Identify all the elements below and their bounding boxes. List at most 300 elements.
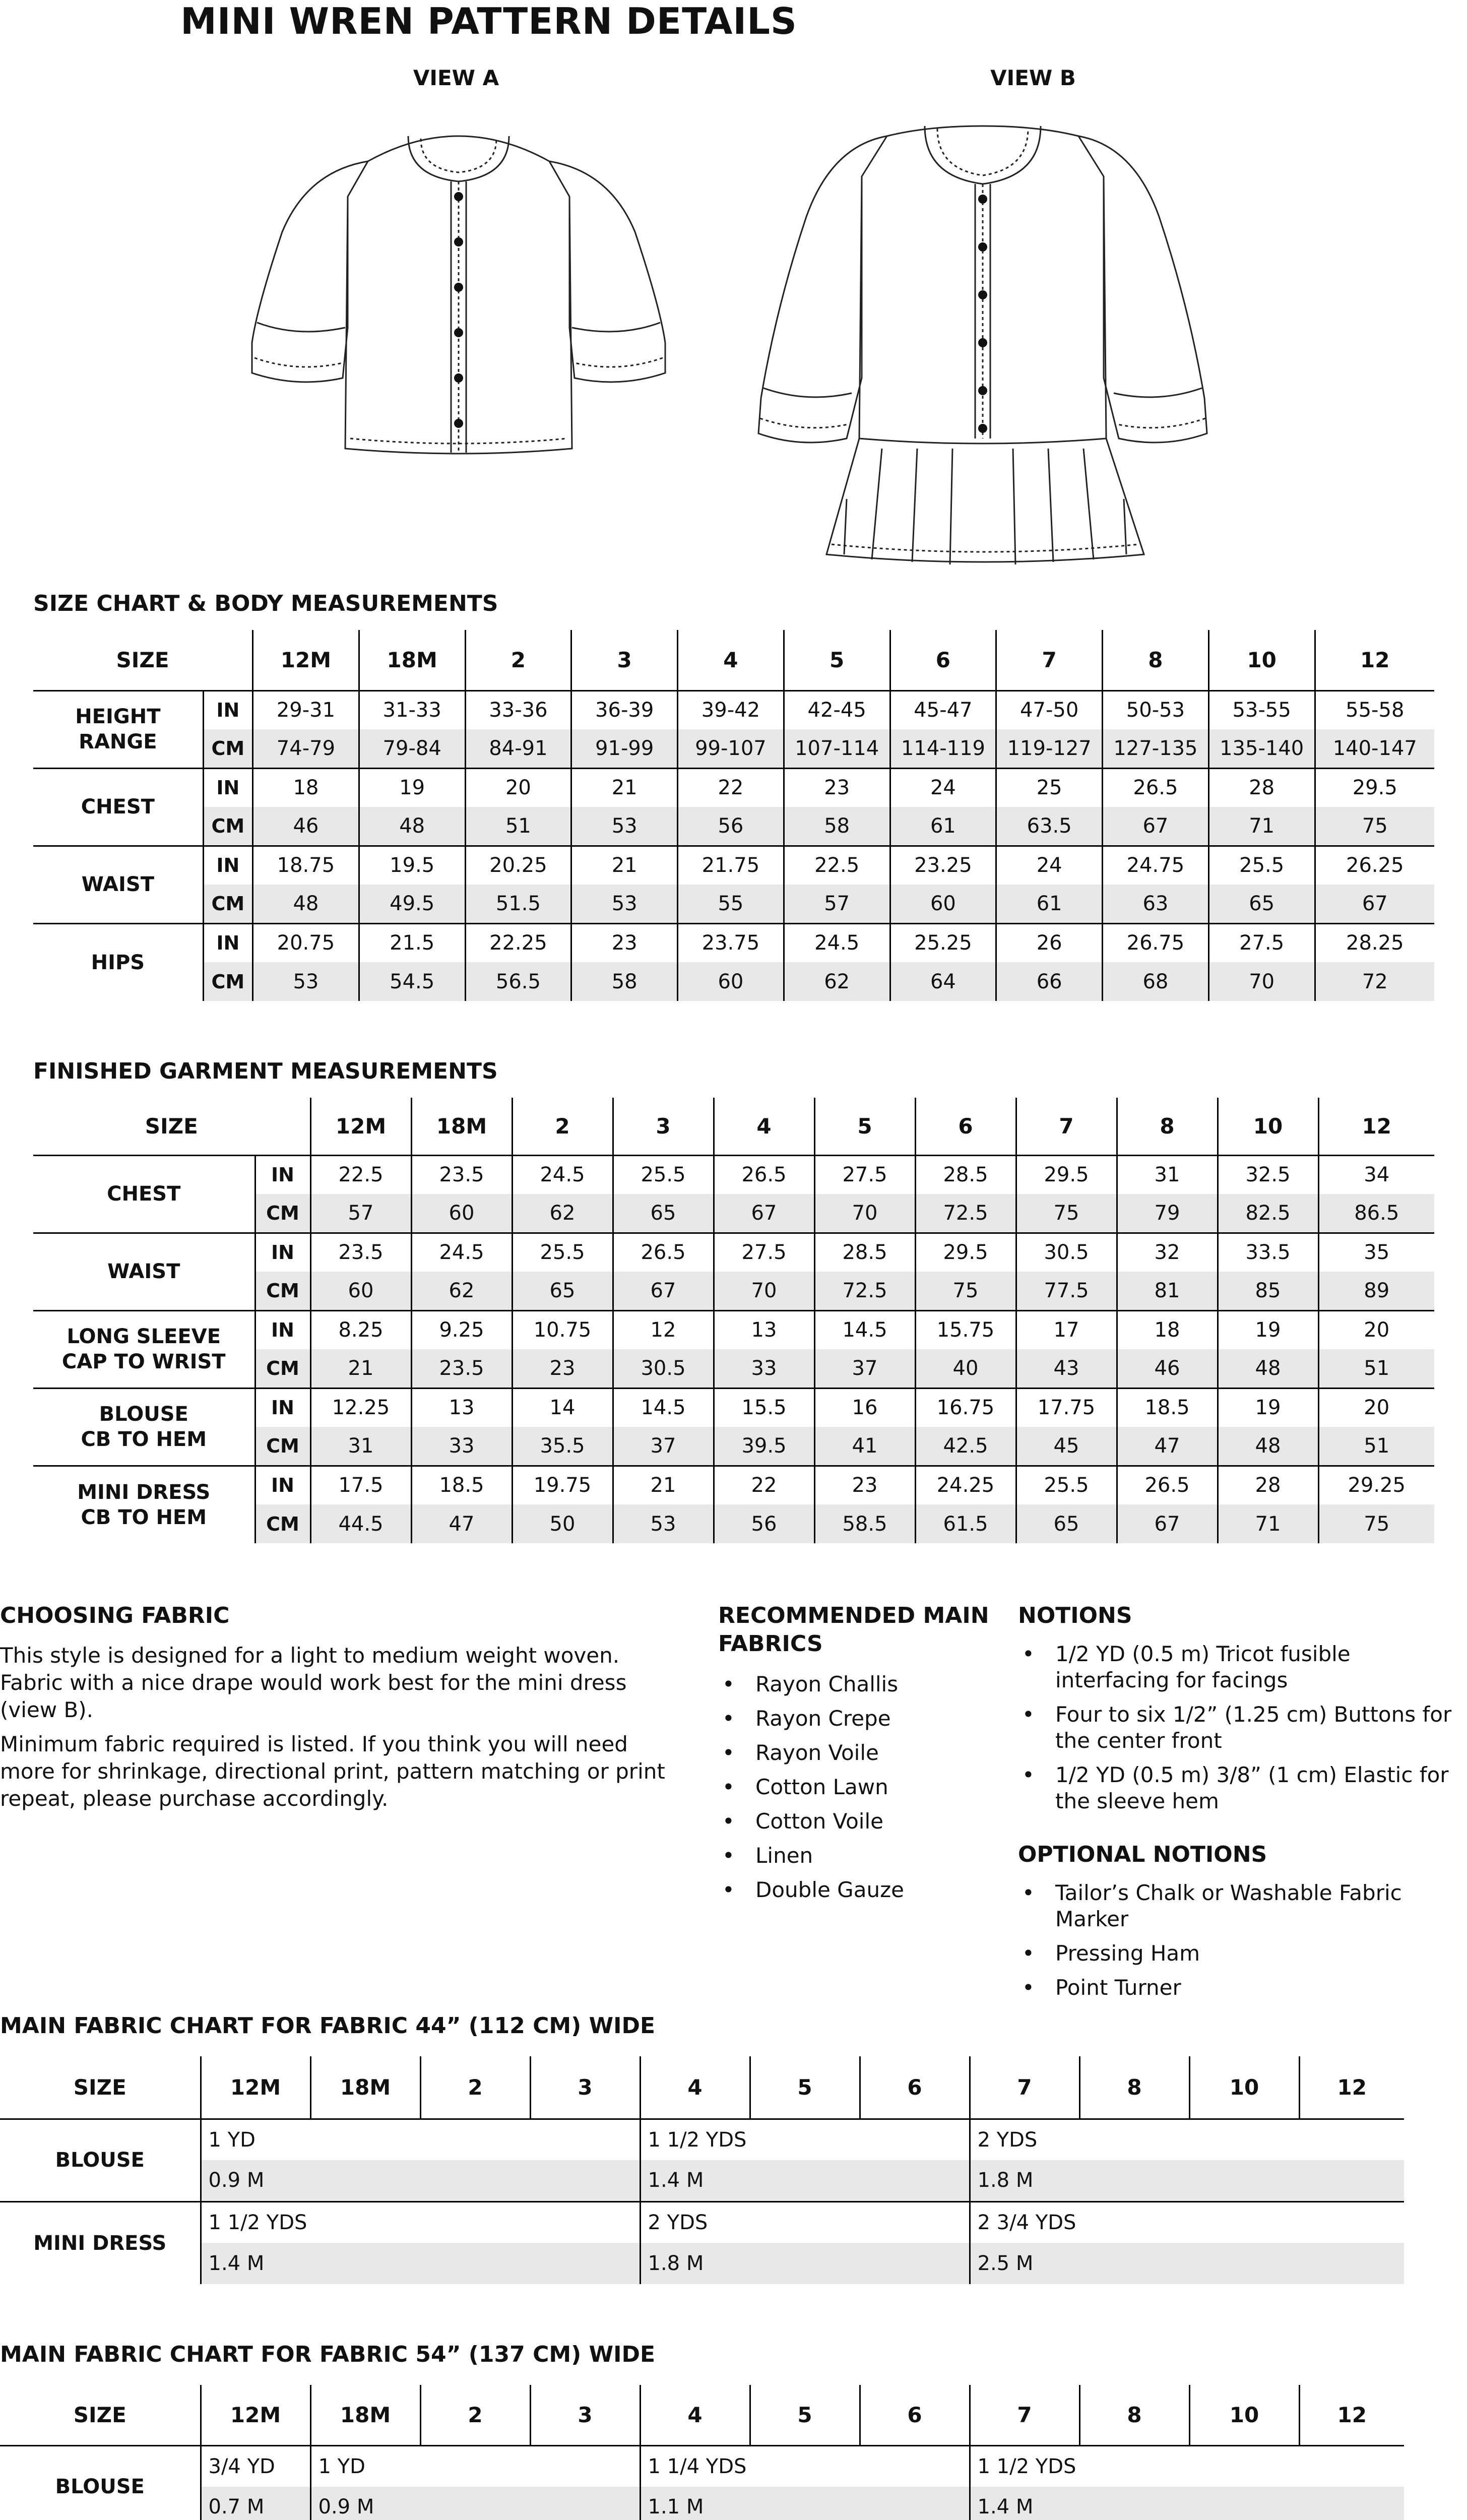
cell: 23: [784, 768, 890, 807]
cell: 51: [1318, 1427, 1434, 1466]
unit-cm: CM: [255, 1194, 310, 1233]
yardage-cell: 1 1/4 YDS: [640, 2445, 970, 2487]
cell: 20.25: [465, 846, 571, 885]
cell: 50-53: [1103, 690, 1209, 729]
cell: 30.5: [613, 1349, 714, 1388]
meter-cell: 1.4 M: [201, 2243, 640, 2284]
cell: 27.5: [1208, 923, 1315, 962]
cell: 135-140: [1208, 729, 1315, 768]
cell: 65: [613, 1194, 714, 1233]
notions-heading: NOTIONS: [1018, 1603, 1132, 1628]
size-col: 12: [1315, 630, 1434, 690]
unit-cm: CM: [255, 1427, 310, 1466]
notions-section: [1018, 1602, 1467, 2009]
cell: 12: [613, 1310, 714, 1349]
cell: 60: [890, 885, 996, 923]
choosing-fabric-p1: This style is designed for a light to medium weight woven. Fabric with a nice drape would work best for the mini dress (view B).: [0, 1643, 627, 1722]
row-label: MINI DRESS: [33, 2231, 167, 2255]
optional-notions-heading: OPTIONAL NOTIONS: [1018, 1842, 1267, 1867]
cell: 33: [714, 1349, 814, 1388]
cell: 67: [1315, 885, 1434, 923]
size-col: 5: [814, 1098, 915, 1155]
cell: 29.5: [1016, 1155, 1117, 1194]
cell: 63.5: [996, 807, 1103, 846]
cell: 53: [571, 807, 678, 846]
unit-cm: CM: [203, 962, 252, 1001]
cell: 19.5: [359, 846, 465, 885]
fabric-item: • Cotton Lawn: [718, 1774, 1000, 1800]
cell: 29.25: [1318, 1466, 1434, 1504]
unit-in: IN: [203, 923, 252, 962]
cell: 74-79: [253, 729, 359, 768]
cell: 21.5: [359, 923, 465, 962]
cell: 48: [1218, 1349, 1318, 1388]
cell: 75: [1016, 1194, 1117, 1233]
cell: 75: [1318, 1504, 1434, 1543]
row-label: HEIGHT RANGE: [33, 690, 203, 768]
size-col: 2: [465, 630, 571, 690]
size-col: 12: [1299, 2385, 1404, 2445]
cell: 67: [714, 1194, 814, 1233]
cell: 15.5: [714, 1388, 814, 1427]
cell: 21: [571, 846, 678, 885]
cell: 28.5: [915, 1155, 1016, 1194]
cell: 28.5: [814, 1233, 915, 1272]
fabric-item: • Rayon Crepe: [718, 1706, 1000, 1732]
recommended-fabrics-section: [718, 1602, 1000, 1911]
optional-notion-item: • Point Turner: [1018, 1975, 1467, 2001]
cell: 18.5: [411, 1466, 512, 1504]
cell: 14: [512, 1388, 613, 1427]
cell: 23.25: [890, 846, 996, 885]
cell: 21: [310, 1349, 411, 1388]
fabric-item: • Rayon Voile: [718, 1740, 1000, 1766]
size-col: 8: [1117, 1098, 1218, 1155]
size-col: 2: [420, 2056, 530, 2119]
cell: 37: [613, 1427, 714, 1466]
cell: 26: [996, 923, 1103, 962]
cell: 61: [996, 885, 1103, 923]
cell: 81: [1117, 1272, 1218, 1310]
size-col: 12M: [253, 630, 359, 690]
cell: 75: [1315, 807, 1434, 846]
size-col: 10: [1189, 2056, 1299, 2119]
cell: 70: [714, 1272, 814, 1310]
cell: 20.75: [253, 923, 359, 962]
cell: 32.5: [1218, 1155, 1318, 1194]
fabric44-table: [0, 2056, 1404, 2284]
cell: 31-33: [359, 690, 465, 729]
yardage-cell: 2 YDS: [970, 2119, 1404, 2160]
cell: 51.5: [465, 885, 571, 923]
meter-cell: 0.9 M: [201, 2160, 640, 2201]
cell: 119-127: [996, 729, 1103, 768]
notion-item: • 1/2 YD (0.5 m) 3/8” (1 cm) Elastic for the sleeve hem: [1018, 1762, 1467, 1814]
cell: 48: [1218, 1427, 1318, 1466]
cell: 25.25: [890, 923, 996, 962]
unit-cm: CM: [255, 1504, 310, 1543]
cell: 28: [1208, 768, 1315, 807]
yardage-cell: 2 3/4 YDS: [970, 2201, 1404, 2243]
cell: 57: [310, 1194, 411, 1233]
row-label: WAIST: [33, 846, 203, 923]
cell: 127-135: [1103, 729, 1209, 768]
cell: 16: [814, 1388, 915, 1427]
cell: 26.5: [714, 1155, 814, 1194]
size-col: 6: [915, 1098, 1016, 1155]
size-header: SIZE: [0, 2385, 201, 2445]
cell: 55: [678, 885, 784, 923]
cell: 9.25: [411, 1310, 512, 1349]
cell: 23.75: [678, 923, 784, 962]
cell: 89: [1318, 1272, 1434, 1310]
view-b-label: VIEW B: [990, 66, 1076, 90]
cell: 47-50: [996, 690, 1103, 729]
cell: 57: [784, 885, 890, 923]
choosing-fabric-heading: CHOOSING FABRIC: [0, 1603, 230, 1628]
unit-in: IN: [255, 1155, 310, 1194]
cell: 60: [678, 962, 784, 1001]
cell: 51: [465, 807, 571, 846]
size-col: 8: [1103, 630, 1209, 690]
cell: 29.5: [915, 1233, 1016, 1272]
cell: 17.5: [310, 1466, 411, 1504]
cell: 37: [814, 1349, 915, 1388]
size-col: 18M: [359, 630, 465, 690]
cell: 60: [411, 1194, 512, 1233]
fabric-item: • Linen: [718, 1843, 1000, 1869]
size-col: 7: [996, 630, 1103, 690]
size-col: 3: [613, 1098, 714, 1155]
row-label: MINI DRESS CB TO HEM: [77, 1480, 211, 1529]
cell: 33-36: [465, 690, 571, 729]
cell: 41: [814, 1427, 915, 1466]
size-col: 12M: [201, 2056, 310, 2119]
cell: 48: [253, 885, 359, 923]
cell: 24.5: [512, 1155, 613, 1194]
cell: 23: [571, 923, 678, 962]
cell: 79-84: [359, 729, 465, 768]
cell: 46: [253, 807, 359, 846]
cell: 17: [1016, 1310, 1117, 1349]
yardage-cell: 1 YD: [310, 2445, 640, 2487]
cell: 58.5: [814, 1504, 915, 1543]
unit-cm: CM: [203, 729, 252, 768]
cell: 12.25: [310, 1388, 411, 1427]
unit-in: IN: [203, 768, 252, 807]
fabric-item: • Double Gauze: [718, 1877, 1000, 1903]
cell: 42-45: [784, 690, 890, 729]
cell: 62: [784, 962, 890, 1001]
cell: 70: [814, 1194, 915, 1233]
choosing-fabric-section: [0, 1602, 675, 1812]
size-col: 7: [970, 2056, 1079, 2119]
yardage-cell: 1 1/2 YDS: [640, 2119, 970, 2160]
yardage-cell: 1 YD: [201, 2119, 640, 2160]
cell: 47: [1117, 1427, 1218, 1466]
meter-cell: 2.5 M: [970, 2243, 1404, 2284]
fabric-item: • Rayon Challis: [718, 1671, 1000, 1697]
cell: 91-99: [571, 729, 678, 768]
unit-cm: CM: [203, 885, 252, 923]
cell: 22.5: [310, 1155, 411, 1194]
cell: 19: [1218, 1388, 1318, 1427]
cell: 32: [1117, 1233, 1218, 1272]
size-col: 4: [714, 1098, 814, 1155]
cell: 39-42: [678, 690, 784, 729]
cell: 72.5: [814, 1272, 915, 1310]
cell: 65: [512, 1272, 613, 1310]
cell: 26.5: [613, 1233, 714, 1272]
cell: 49.5: [359, 885, 465, 923]
cell: 67: [1103, 807, 1209, 846]
cell: 71: [1218, 1504, 1318, 1543]
cell: 24: [996, 846, 1103, 885]
cell: 22.25: [465, 923, 571, 962]
cell: 58: [571, 962, 678, 1001]
cell: 46: [1117, 1349, 1218, 1388]
cell: 114-119: [890, 729, 996, 768]
size-col: 4: [640, 2385, 750, 2445]
cell: 36-39: [571, 690, 678, 729]
cell: 65: [1208, 885, 1315, 923]
cell: 140-147: [1315, 729, 1434, 768]
size-col: 10: [1218, 1098, 1318, 1155]
cell: 60: [310, 1272, 411, 1310]
cell: 62: [411, 1272, 512, 1310]
page-title: MINI WREN PATTERN DETAILS: [180, 0, 797, 42]
cell: 64: [890, 962, 996, 1001]
cell: 35.5: [512, 1427, 613, 1466]
cell: 21.75: [678, 846, 784, 885]
cell: 51: [1318, 1349, 1434, 1388]
size-col: 18M: [411, 1098, 512, 1155]
size-chart-heading: SIZE CHART & BODY MEASUREMENTS: [33, 591, 498, 616]
meter-cell: 1.1 M: [640, 2487, 970, 2520]
meter-cell: 1.8 M: [640, 2243, 970, 2284]
cell: 24.5: [411, 1233, 512, 1272]
cell: 28.25: [1315, 923, 1434, 962]
cell: 26.5: [1117, 1466, 1218, 1504]
cell: 21: [571, 768, 678, 807]
notion-item: • Four to six 1/2” (1.25 cm) Buttons for the center front: [1018, 1702, 1467, 1754]
cell: 18: [253, 768, 359, 807]
cell: 29-31: [253, 690, 359, 729]
cell: 107-114: [784, 729, 890, 768]
cell: 25: [996, 768, 1103, 807]
recommended-heading: RECOMMENDED MAIN FABRICS: [718, 1603, 989, 1657]
cell: 23: [814, 1466, 915, 1504]
choosing-fabric-p2: Minimum fabric required is listed. If you think you will need more for shrinkage, directional print, pattern matching or print repeat, please purchase accordingly.: [0, 1732, 665, 1811]
cell: 22: [714, 1466, 814, 1504]
fabric54-heading: MAIN FABRIC CHART FOR FABRIC 54” (137 CM) WIDE: [0, 2342, 656, 2367]
cell: 24.75: [1103, 846, 1209, 885]
cell: 53: [571, 885, 678, 923]
unit-in: IN: [255, 1310, 310, 1349]
cell: 23.5: [411, 1155, 512, 1194]
cell: 23.5: [411, 1349, 512, 1388]
cell: 85: [1218, 1272, 1318, 1310]
size-col: 3: [571, 630, 678, 690]
cell: 68: [1103, 962, 1209, 1001]
cell: 62: [512, 1194, 613, 1233]
size-col: 4: [678, 630, 784, 690]
cell: 19: [1218, 1310, 1318, 1349]
cell: 50: [512, 1504, 613, 1543]
row-label: BLOUSE: [0, 2119, 201, 2201]
cell: 53-55: [1208, 690, 1315, 729]
size-col: 18M: [310, 2056, 420, 2119]
row-label: CHEST: [33, 768, 203, 846]
yardage-cell: 1 1/2 YDS: [201, 2201, 640, 2243]
size-col: 7: [1016, 1098, 1117, 1155]
cell: 84-91: [465, 729, 571, 768]
cell: 70: [1208, 962, 1315, 1001]
unit-in: IN: [203, 846, 252, 885]
cell: 18: [1117, 1310, 1218, 1349]
cell: 23: [512, 1349, 613, 1388]
cell: 45-47: [890, 690, 996, 729]
yardage-cell: 3/4 YD: [201, 2445, 310, 2487]
size-col: 10: [1189, 2385, 1299, 2445]
size-col: 12M: [201, 2385, 310, 2445]
cell: 77.5: [1016, 1272, 1117, 1310]
cell: 19.75: [512, 1466, 613, 1504]
cell: 67: [613, 1272, 714, 1310]
cell: 15.75: [915, 1310, 1016, 1349]
unit-cm: CM: [255, 1349, 310, 1388]
cell: 31: [310, 1427, 411, 1466]
cell: 8.25: [310, 1310, 411, 1349]
cell: 25.5: [1208, 846, 1315, 885]
view-b-dress-illustration: [751, 116, 1220, 570]
cell: 99-107: [678, 729, 784, 768]
cell: 72: [1315, 962, 1434, 1001]
cell: 65: [1016, 1504, 1117, 1543]
row-label: LONG SLEEVE CAP TO WRIST: [33, 1310, 255, 1388]
cell: 47: [411, 1504, 512, 1543]
cell: 71: [1208, 807, 1315, 846]
cell: 21: [613, 1466, 714, 1504]
unit-in: IN: [255, 1233, 310, 1272]
finished-chart-table: [33, 1098, 1434, 1543]
cell: 45: [1016, 1427, 1117, 1466]
meter-cell: 1.4 M: [970, 2487, 1404, 2520]
size-col: 5: [750, 2385, 860, 2445]
size-col: 2: [512, 1098, 613, 1155]
cell: 20: [465, 768, 571, 807]
cell: 24.25: [915, 1466, 1016, 1504]
row-label: BLOUSE CB TO HEM: [33, 1388, 255, 1466]
cell: 42.5: [915, 1427, 1016, 1466]
size-col: 5: [784, 630, 890, 690]
row-label: HIPS: [91, 951, 145, 974]
unit-in: IN: [203, 690, 252, 729]
cell: 44.5: [310, 1504, 411, 1543]
optional-notion-item: • Pressing Ham: [1018, 1940, 1467, 1967]
view-a-blouse-illustration: [242, 116, 675, 459]
optional-notion-item: • Tailor’s Chalk or Washable Fabric Marker: [1018, 1880, 1467, 1932]
cell: 25.5: [613, 1155, 714, 1194]
cell: 56.5: [465, 962, 571, 1001]
finished-chart-heading: FINISHED GARMENT MEASUREMENTS: [33, 1058, 498, 1084]
yardage-cell: 2 YDS: [640, 2201, 970, 2243]
cell: 40: [915, 1349, 1016, 1388]
unit-in: IN: [255, 1388, 310, 1427]
cell: 19: [359, 768, 465, 807]
size-header: SIZE: [33, 1098, 310, 1155]
cell: 23.5: [310, 1233, 411, 1272]
cell: 33.5: [1218, 1233, 1318, 1272]
cell: 82.5: [1218, 1194, 1318, 1233]
cell: 13: [714, 1310, 814, 1349]
cell: 79: [1117, 1194, 1218, 1233]
cell: 27.5: [814, 1155, 915, 1194]
size-col: 6: [860, 2385, 970, 2445]
cell: 35: [1318, 1233, 1434, 1272]
cell: 25.5: [1016, 1466, 1117, 1504]
row-label: CHEST: [33, 1155, 255, 1233]
size-col: 6: [890, 630, 996, 690]
cell: 33: [411, 1427, 512, 1466]
cell: 10.75: [512, 1310, 613, 1349]
size-col: 10: [1208, 630, 1315, 690]
cell: 75: [915, 1272, 1016, 1310]
cell: 53: [613, 1504, 714, 1543]
cell: 55-58: [1315, 690, 1434, 729]
cell: 30.5: [1016, 1233, 1117, 1272]
fabric-item: • Cotton Voile: [718, 1808, 1000, 1835]
cell: 25.5: [512, 1233, 613, 1272]
cell: 27.5: [714, 1233, 814, 1272]
cell: 13: [411, 1388, 512, 1427]
size-col: 8: [1079, 2385, 1189, 2445]
unit-cm: CM: [255, 1272, 310, 1310]
size-col: 3: [530, 2056, 640, 2119]
size-col: 6: [860, 2056, 970, 2119]
fabric54-table: [0, 2385, 1404, 2520]
cell: 18.5: [1117, 1388, 1218, 1427]
cell: 43: [1016, 1349, 1117, 1388]
cell: 61: [890, 807, 996, 846]
size-col: 5: [750, 2056, 860, 2119]
size-header: SIZE: [33, 630, 253, 690]
meter-cell: 0.9 M: [310, 2487, 640, 2520]
size-col: 7: [970, 2385, 1079, 2445]
size-chart-table: [33, 630, 1434, 1001]
size-col: 3: [530, 2385, 640, 2445]
cell: 53: [253, 962, 359, 1001]
size-col: 2: [420, 2385, 530, 2445]
cell: 28: [1218, 1466, 1318, 1504]
cell: 24.5: [784, 923, 890, 962]
cell: 16.75: [915, 1388, 1016, 1427]
row-label: BLOUSE: [0, 2445, 201, 2520]
cell: 26.5: [1103, 768, 1209, 807]
size-col: 18M: [310, 2385, 420, 2445]
cell: 26.75: [1103, 923, 1209, 962]
size-col: 12: [1318, 1098, 1434, 1155]
cell: 56: [714, 1504, 814, 1543]
cell: 48: [359, 807, 465, 846]
cell: 14.5: [613, 1388, 714, 1427]
size-col: 12M: [310, 1098, 411, 1155]
row-label: WAIST: [33, 1233, 255, 1310]
fabric44-heading: MAIN FABRIC CHART FOR FABRIC 44” (112 CM) WIDE: [0, 2013, 656, 2039]
notion-item: • 1/2 YD (0.5 m) Tricot fusible interfacing for facings: [1018, 1641, 1467, 1693]
cell: 86.5: [1318, 1194, 1434, 1233]
meter-cell: 0.7 M: [201, 2487, 310, 2520]
